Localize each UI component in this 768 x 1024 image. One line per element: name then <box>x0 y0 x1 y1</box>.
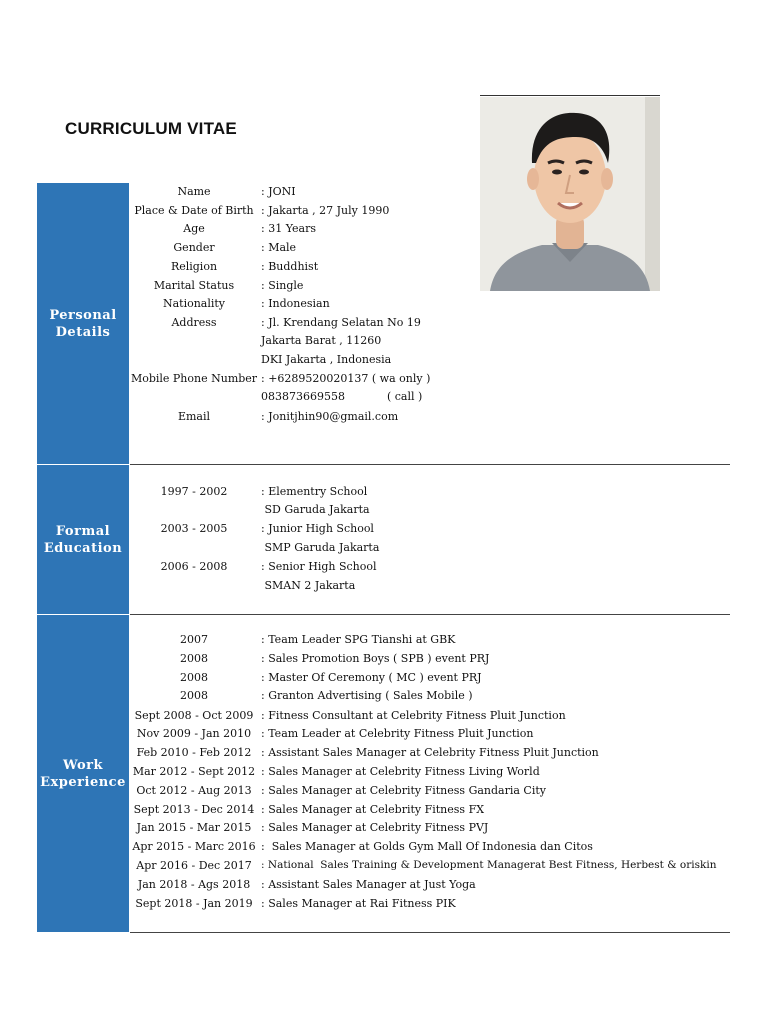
period-label: 2006 - 2008 <box>160 560 228 573</box>
field-label: Marital Status <box>153 279 235 292</box>
work-value: : Assistant Sales Manager at Just Yoga <box>261 878 476 891</box>
section-formal-education <box>37 465 129 614</box>
document-title: CURRICULUM VITAE <box>65 119 237 138</box>
period-label: Apr 2016 - Dec 2017 <box>136 859 252 872</box>
field-label: Email <box>177 410 211 423</box>
field-value: DKI Jakarta , Indonesia <box>261 353 392 366</box>
field-value: : Male <box>261 241 297 254</box>
section-personal-details <box>37 183 129 464</box>
period-label: Apr 2015 - Marc 2016 <box>132 840 256 853</box>
field-value: : Indonesian <box>261 297 330 310</box>
period-label: Oct 2012 - Aug 2013 <box>136 784 252 797</box>
period-label: 1997 - 2002 <box>160 485 228 498</box>
field-value: : Buddhist <box>261 260 319 273</box>
work-value: : Assistant Sales Manager at Celebrity Fitness Pluit Junction <box>261 746 599 759</box>
period-label: Jan 2018 - Ags 2018 <box>137 878 251 891</box>
work-value: : Sales Manager at Celebrity Fitness PVJ <box>261 821 489 834</box>
work-value: : National Sales Training & Development Managerat Best Fitness, Herbest & oriskin <box>261 859 717 871</box>
work-value: : Team Leader at Celebrity Fitness Pluit Junction <box>261 727 534 740</box>
section-work-experience <box>37 615 129 932</box>
field-value: Jakarta Barat , 11260 <box>261 334 382 347</box>
work-value: : Team Leader SPG Tianshi at GBK <box>261 633 456 646</box>
period-label: Jan 2015 - Mar 2015 <box>136 821 252 834</box>
field-label: Religion <box>170 260 218 273</box>
period-label: Feb 2010 - Feb 2012 <box>136 746 252 759</box>
field-label: Mobile Phone Number <box>130 372 258 385</box>
section-label-personal: Personal Details <box>49 307 117 340</box>
field-label: Name <box>177 185 211 198</box>
section-divider <box>130 614 730 615</box>
work-value: : Sales Manager at Rai Fitness PIK <box>261 897 456 910</box>
period-label: Mar 2012 - Sept 2012 <box>132 765 256 778</box>
section-label-education: Formal Education <box>43 523 123 556</box>
field-value: 083873669558 ( call ) <box>261 390 423 403</box>
section-label-work: Work Experience <box>40 757 126 790</box>
work-value: : Master Of Ceremony ( MC ) event PRJ <box>261 671 482 684</box>
period-label: 2008 <box>180 671 208 684</box>
work-value: : Sales Manager at Celebrity Fitness Living World <box>261 765 540 778</box>
education-value: : Elementry School <box>261 485 368 498</box>
field-label: Place & Date of Birth <box>134 204 254 217</box>
field-value: : Jl. Krendang Selatan No 19 <box>261 316 421 329</box>
period-label: 2003 - 2005 <box>160 522 228 535</box>
work-value: : Sales Manager at Golds Gym Mall Of Indonesia dan Citos <box>261 840 593 853</box>
field-value: : Jonitjhin90@gmail.com <box>261 410 399 423</box>
field-value: : +6289520020137 ( wa only ) <box>261 372 431 385</box>
period-label: 2007 <box>180 633 208 646</box>
work-value: : Sales Manager at Celebrity Fitness FX <box>261 803 485 816</box>
education-value: : Junior High School <box>261 522 374 535</box>
period-label: Nov 2009 - Jan 2010 <box>136 727 252 740</box>
section-divider <box>130 932 730 933</box>
education-value: SD Garuda Jakarta <box>261 503 370 516</box>
profile-photo <box>480 97 660 291</box>
period-label: Sept 2008 - Oct 2009 <box>134 709 254 722</box>
period-label: 2008 <box>180 652 208 665</box>
period-label: Sept 2018 - Jan 2019 <box>135 897 253 910</box>
work-value: : Sales Promotion Boys ( SPB ) event PRJ <box>261 652 490 665</box>
work-value: : Sales Manager at Celebrity Fitness Gandaria City <box>261 784 546 797</box>
period-label: Sept 2013 - Dec 2014 <box>133 803 255 816</box>
education-value: SMAN 2 Jakarta <box>261 579 356 592</box>
period-label: 2008 <box>180 689 208 702</box>
field-value: : Jakarta , 27 July 1990 <box>261 204 390 217</box>
portrait-illustration <box>480 97 660 291</box>
work-value: : Granton Advertising ( Sales Mobile ) <box>261 689 473 702</box>
education-value: : Senior High School <box>261 560 377 573</box>
section-divider <box>130 464 730 465</box>
field-label: Nationality <box>162 297 226 310</box>
field-label: Gender <box>173 241 215 254</box>
field-value: : Single <box>261 279 304 292</box>
work-value: : Fitness Consultant at Celebrity Fitness Pluit Junction <box>261 709 566 722</box>
field-value: : 31 Years <box>261 222 316 235</box>
field-label: Age <box>183 222 205 235</box>
field-label: Address <box>171 316 217 329</box>
education-value: SMP Garuda Jakarta <box>261 541 380 554</box>
field-value: : JONI <box>261 185 296 198</box>
photo-top-rule <box>480 95 660 96</box>
